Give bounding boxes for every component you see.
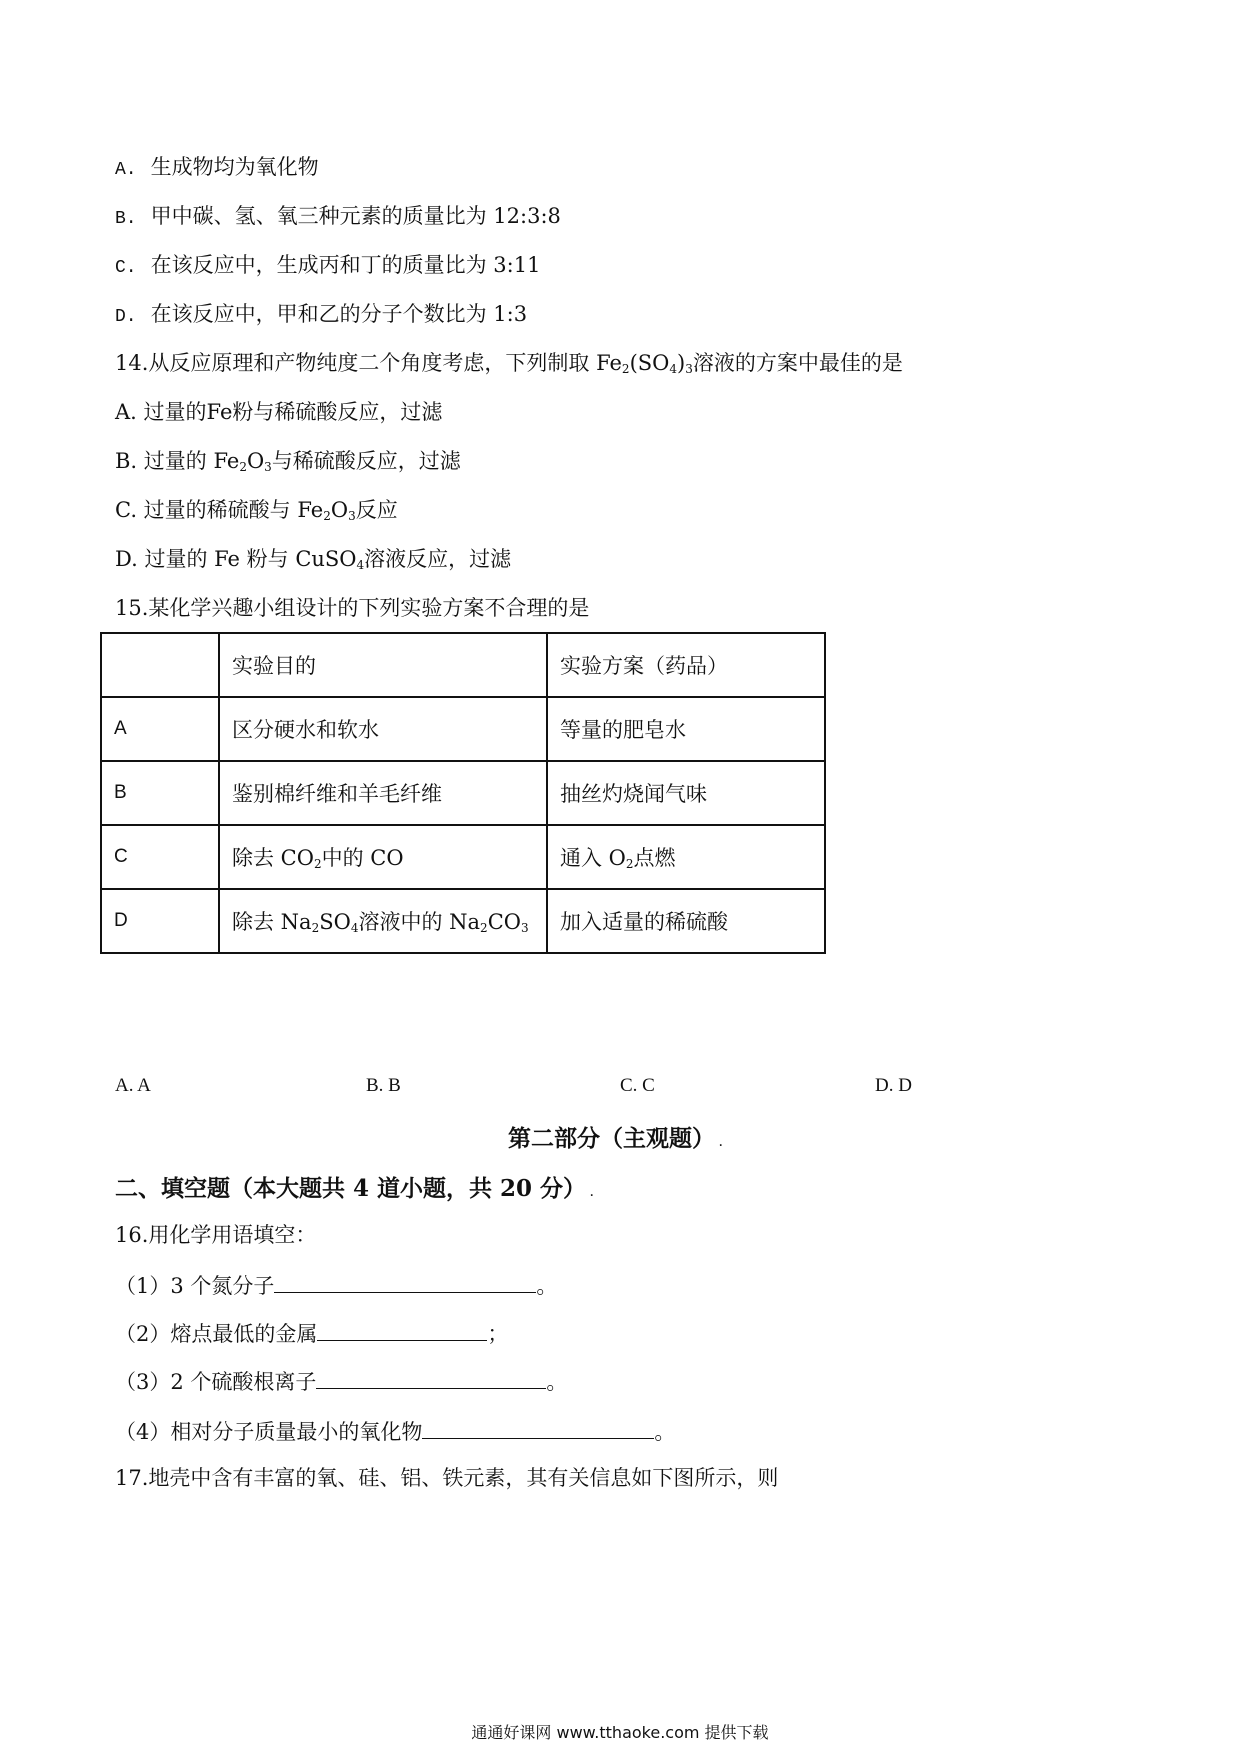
subscript: 2 bbox=[625, 857, 634, 871]
q13-option-b bbox=[115, 203, 561, 232]
table-cell: 鉴别棉纤维和羊毛纤维 bbox=[219, 761, 547, 825]
q14-option-d bbox=[115, 546, 511, 572]
subscript: 3 bbox=[520, 921, 529, 935]
q16-item-1 bbox=[115, 1272, 557, 1299]
subscript: 2 bbox=[323, 509, 331, 523]
q14-stem bbox=[115, 350, 903, 376]
answer-blank[interactable] bbox=[316, 1368, 546, 1389]
q13-option-d bbox=[115, 301, 527, 330]
page-footer: 通通好课网 www.tthaoke.com 提供下载 bbox=[471, 1723, 769, 1742]
q14-option-b bbox=[115, 448, 461, 474]
cell-text: 除去 CO bbox=[232, 846, 314, 870]
q14-option-a bbox=[115, 399, 442, 425]
option-text: A. 过量的Fe粉与稀硫酸反应，过滤 bbox=[115, 400, 443, 424]
option-text: 在该反应中，生成丙和丁的质量比为 3:11 bbox=[150, 253, 541, 277]
item-end: 。 bbox=[654, 1420, 676, 1444]
q17-stem: 17.地壳中含有丰富的氧、硅、铝、铁元素，其有关信息如下图所示，则 bbox=[115, 1466, 779, 1490]
option-text: O bbox=[246, 449, 265, 473]
option-letter: A. bbox=[115, 160, 137, 180]
subscript: 3 bbox=[685, 362, 693, 376]
answer-blank[interactable] bbox=[317, 1320, 487, 1341]
row-label: B bbox=[101, 761, 219, 825]
option-text: O bbox=[330, 498, 349, 522]
q15-stem: 15.某化学兴趣小组设计的下列实验方案不合理的是 bbox=[115, 596, 590, 620]
q16-stem: 16.用化学用语填空： bbox=[115, 1223, 317, 1247]
option-text: 生成物均为氧化物 bbox=[150, 155, 319, 179]
q16-item-3 bbox=[115, 1368, 567, 1395]
subscript: 2 bbox=[621, 362, 630, 376]
subscript: 4 bbox=[669, 362, 677, 376]
table-cell: 区分硬水和软水 bbox=[219, 697, 547, 761]
row-label: C bbox=[101, 825, 219, 889]
answer-option-c: C. C bbox=[620, 1075, 655, 1096]
item-label: （3）2 个硫酸根离子 bbox=[115, 1370, 317, 1394]
cell-text: 点燃 bbox=[633, 846, 676, 870]
subscript: 2 bbox=[480, 921, 488, 935]
subscript: 2 bbox=[239, 460, 247, 474]
row-label: D bbox=[101, 889, 219, 953]
subscript: 4 bbox=[356, 558, 365, 572]
cell-text: 除去 Na bbox=[232, 910, 312, 934]
row-label: A bbox=[101, 697, 219, 761]
option-text: 甲中碳、氢、氧三种元素的质量比为 12:3:8 bbox=[150, 204, 561, 228]
subscript: 2 bbox=[311, 921, 320, 935]
item-label: （1）3 个氮分子 bbox=[115, 1274, 275, 1298]
cell-text: CO bbox=[487, 910, 521, 934]
option-text: 与稀硫酸反应，过滤 bbox=[271, 449, 461, 473]
option-text: 溶液反应，过滤 bbox=[364, 547, 512, 571]
q14-stem-text: (SO bbox=[629, 351, 670, 375]
q14-option-c bbox=[115, 497, 398, 523]
answer-option-b: B. B bbox=[366, 1075, 401, 1096]
option-text: 在该反应中，甲和乙的分子个数比为 1:3 bbox=[150, 302, 528, 326]
section-title bbox=[115, 1170, 594, 1203]
table-header-cell: 实验目的 bbox=[219, 633, 547, 697]
table-row bbox=[101, 761, 825, 825]
item-label: （4）相对分子质量最小的氧化物 bbox=[115, 1420, 423, 1444]
table-cell: 等量的肥皂水 bbox=[547, 697, 825, 761]
table-header-cell: 实验方案（药品） bbox=[547, 633, 825, 697]
q14-stem-text: 14.从反应原理和产物纯度二个角度考虑，下列制取 Fe bbox=[115, 351, 622, 375]
option-letter: C. bbox=[115, 258, 137, 278]
section-title-text: 二、填空题（本大题共 4 道小题，共 20 分） bbox=[115, 1175, 587, 1202]
decor-dot: . bbox=[590, 1188, 594, 1199]
answer-blank[interactable] bbox=[422, 1418, 654, 1439]
table-cell: 加入适量的稀硫酸 bbox=[547, 889, 825, 953]
option-text: B. 过量的 Fe bbox=[115, 449, 240, 473]
subscript: 3 bbox=[348, 509, 356, 523]
option-letter: D. bbox=[115, 307, 137, 327]
option-text: C. 过量的稀硫酸与 Fe bbox=[115, 498, 324, 522]
q14-stem-text: ) bbox=[677, 351, 686, 375]
part-title-text: 第二部分（主观题） bbox=[508, 1125, 715, 1152]
table-cell bbox=[547, 825, 825, 889]
table-row bbox=[101, 889, 825, 953]
cell-text: 通入 O bbox=[560, 846, 626, 870]
q13-option-a bbox=[115, 154, 319, 183]
table-row bbox=[101, 697, 825, 761]
table-header-cell bbox=[101, 633, 219, 697]
subscript: 4 bbox=[350, 921, 359, 935]
experiment-table bbox=[100, 632, 826, 954]
part-title bbox=[508, 1120, 722, 1153]
table-cell bbox=[219, 889, 547, 953]
table-header-row bbox=[101, 633, 825, 697]
answer-option-d: D. D bbox=[875, 1075, 912, 1096]
decor-dot: . bbox=[719, 1138, 723, 1149]
cell-text: 溶液中的 Na bbox=[358, 910, 481, 934]
table-cell: 抽丝灼烧闻气味 bbox=[547, 761, 825, 825]
item-end: 。 bbox=[536, 1274, 558, 1298]
option-text: 反应 bbox=[355, 498, 398, 522]
table-row bbox=[101, 825, 825, 889]
item-end: ； bbox=[487, 1322, 509, 1346]
q16-item-4 bbox=[115, 1418, 675, 1445]
table-cell bbox=[219, 825, 547, 889]
item-end: 。 bbox=[546, 1370, 568, 1394]
cell-text: 中的 CO bbox=[321, 846, 404, 870]
q13-option-c bbox=[115, 252, 540, 281]
answer-blank[interactable] bbox=[274, 1272, 536, 1293]
q16-item-2 bbox=[115, 1320, 508, 1347]
subscript: 3 bbox=[264, 460, 272, 474]
answer-option-a: A. A bbox=[115, 1075, 151, 1096]
cell-text: SO bbox=[319, 910, 351, 934]
option-text: D. 过量的 Fe 粉与 CuSO bbox=[115, 547, 357, 571]
option-letter: B. bbox=[115, 209, 137, 229]
q14-stem-text: 溶液的方案中最佳的是 bbox=[692, 351, 903, 375]
subscript: 2 bbox=[313, 857, 322, 871]
item-label: （2）熔点最低的金属 bbox=[115, 1322, 318, 1346]
